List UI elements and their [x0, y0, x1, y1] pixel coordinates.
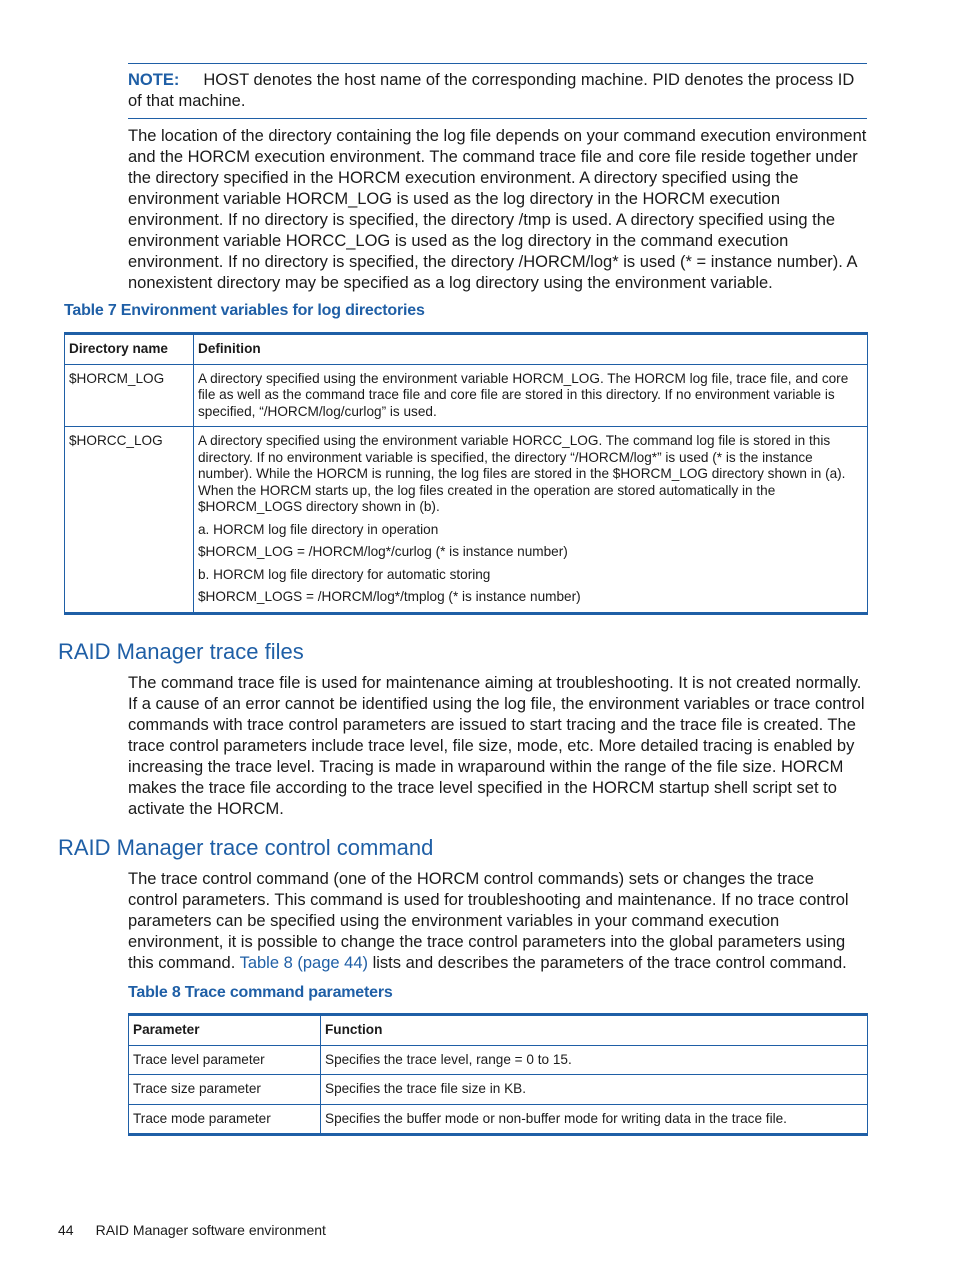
- note-label: NOTE:: [128, 71, 180, 89]
- table7-row1-name: $HORCM_LOG: [65, 364, 194, 427]
- definition-line: b. HORCM log file directory for automatic storing: [198, 566, 491, 582]
- definition-line: $HORCM_LOG = /HORCM/log*/curlog (* is instance number): [198, 544, 568, 559]
- table-row: [129, 1045, 868, 1075]
- table7-row1-definition: [194, 364, 868, 427]
- table8-header-parameter: Parameter: [129, 1015, 321, 1046]
- section-heading-trace-files: RAID Manager trace files: [58, 639, 304, 664]
- note-box: [128, 63, 867, 119]
- table7-row2-definition: [194, 427, 868, 614]
- table-row: [129, 1104, 868, 1135]
- table8-header-function: Function: [321, 1015, 868, 1046]
- trace-files-paragraph: The command trace file is used for maintenance aiming at troubleshooting. It is not created normally. If a cause of an error cannot be identified using the log file, the environment variables or trace control commands with trace control parameters are issued to start tracing and the trace file is created. The trace control parameters include trace level, file size, mode, etc. More detailed tracing is enabled by increasing the trace level. Tracing is made in wraparound within the range of the file size. HORCM makes the trace file according to the trace level specified in the HORCM startup shell script set to activate the HORCM.: [128, 674, 865, 818]
- table7-header-directory-name: Directory name: [65, 334, 194, 365]
- table-row: [65, 427, 868, 614]
- table8-link[interactable]: Table 8 (page 44): [239, 954, 369, 972]
- trace-control-text-after-link: lists and describes the parameters of the trace control command.: [368, 954, 847, 972]
- table7-header-row: [65, 334, 868, 365]
- definition-line: a. HORCM log file directory in operation: [198, 521, 439, 537]
- table8-parameter-cell: Trace mode parameter: [129, 1104, 321, 1135]
- table8-function-cell: Specifies the trace level, range = 0 to 15.: [321, 1045, 868, 1075]
- table8-header-row: [129, 1015, 868, 1046]
- table7: [64, 332, 868, 615]
- trace-control-paragraph: [128, 869, 868, 974]
- page-number: 44: [58, 1222, 74, 1238]
- note-text: HOST denotes the host name of the corresponding machine. PID denotes the process ID of that machine.: [128, 71, 855, 110]
- table8-parameter-cell: Trace level parameter: [129, 1045, 321, 1075]
- definition-line: A directory specified using the environment variable HORCC_LOG. The command log file is stored in this directory. If no environment variable is specified, the directory “/HORCM/log*” is used (* is the instance number). While the HORCM is running, the log files are stored in the $HORCM_LOG directory shown in (a). When the HORCM starts up, the log files created in the operation are stored automatically in the $HORCM_LOGS directory shown in (b).: [198, 433, 846, 514]
- table7-row2-name: $HORCC_LOG: [65, 427, 194, 614]
- table8-caption: Table 8 Trace command parameters: [128, 984, 393, 1001]
- footer-title: RAID Manager software environment: [95, 1222, 326, 1238]
- table8: [128, 1013, 868, 1136]
- page-footer: [58, 1222, 326, 1238]
- definition-line: $HORCM_LOGS = /HORCM/log*/tmplog (* is instance number): [198, 589, 581, 604]
- table-row: [129, 1075, 868, 1105]
- table-row: [65, 364, 868, 427]
- table8-parameter-cell: Trace size parameter: [129, 1075, 321, 1105]
- table7-caption: Table 7 Environment variables for log directories: [64, 302, 425, 319]
- table8-function-cell: Specifies the trace file size in KB.: [321, 1075, 868, 1105]
- table8-function-cell: Specifies the buffer mode or non-buffer mode for writing data in the trace file.: [321, 1104, 868, 1135]
- intro-paragraph: The location of the directory containing the log file depends on your command execution environment and the HORCM execution environment. The command trace file and core file reside together under the directory specified in the HORCM execution environment. A directory specified using the environment variable HORCM_LOG is used as the log directory in the HORCM execution environment. If no directory is specified, the directory /tmp is used. A directory specified using the environment variable HORCC_LOG is used as the log directory in the command execution environment. If no directory is specified, the directory /HORCM/log* is used (* = instance number). A nonexistent directory may be specified as a log directory using the environment variable.: [128, 127, 867, 292]
- table7-header-definition: Definition: [194, 334, 868, 365]
- section-heading-trace-control: RAID Manager trace control command: [58, 835, 434, 860]
- trace-control-text-before-link: The trace control command (one of the HORCM control commands) sets or changes the trace control parameters. This command is used for troubleshooting and maintenance. If no trace control parameters can be specified using the environment variables in your command execution environment, it is possible to change the trace control parameters into the global parameters using this command.: [128, 870, 849, 972]
- definition-line: A directory specified using the environment variable HORCM_LOG. The HORCM log file, trace file, and core file as well as the command trace file and core file are stored in this directory. If no environment variable is specified, “/HORCM/log/curlog” is used.: [198, 370, 849, 419]
